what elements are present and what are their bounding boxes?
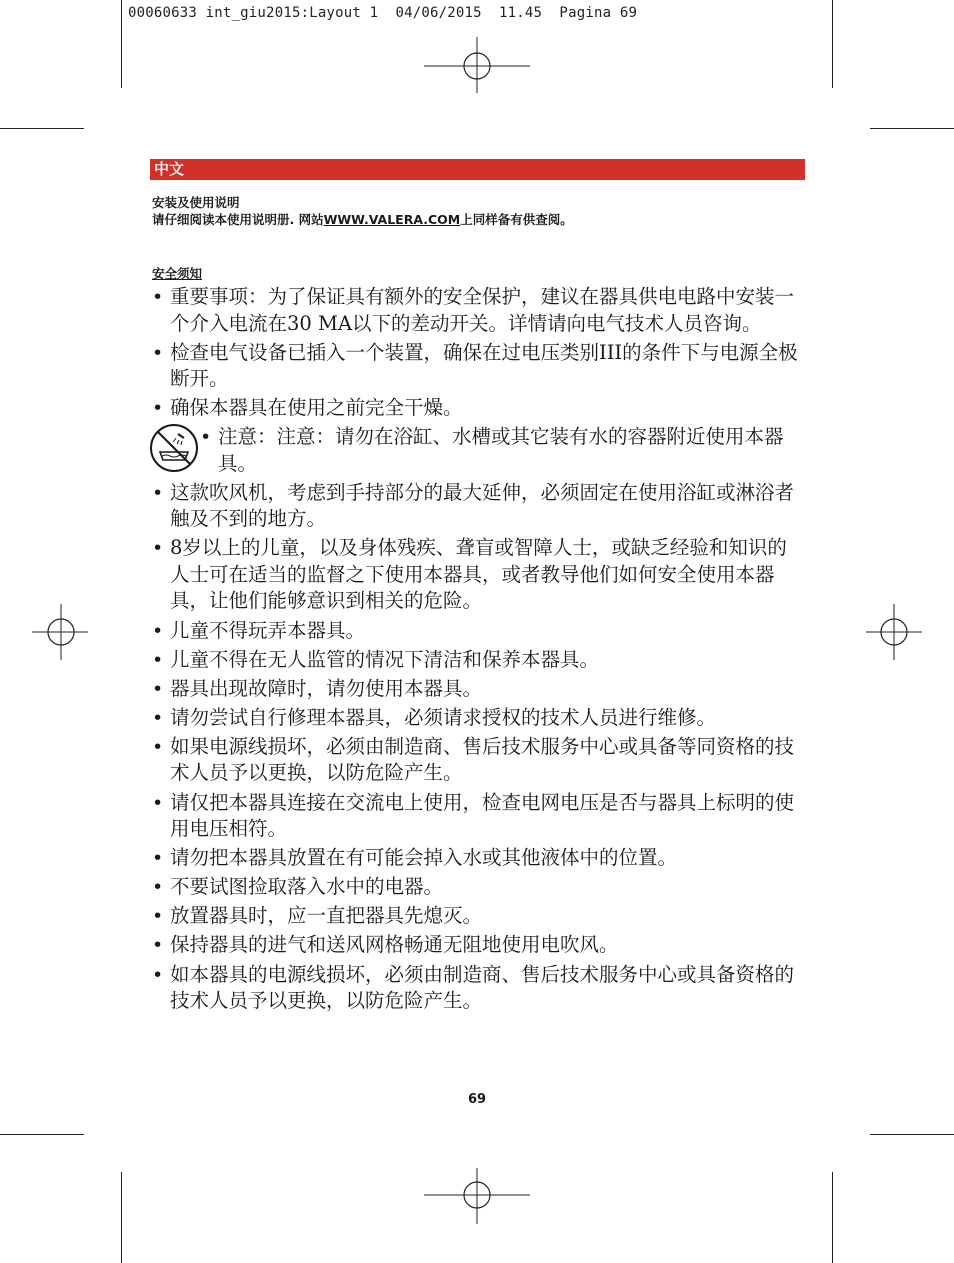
list-item — [152, 618, 802, 645]
bullet: • — [152, 735, 164, 758]
list-item-text: 注意：注意：请勿在浴缸、水槽或其它装有水的容器附近使用本器具。 — [218, 425, 784, 475]
list-item-text: 放置器具时，应一直把器具先熄灭。 — [170, 904, 483, 928]
list-item — [152, 535, 802, 615]
list-item — [152, 845, 802, 872]
bullet: • — [152, 905, 164, 928]
list-item-text: 如本器具的电源线损坏，必须由制造商、售后技术服务中心或具备资格的技术人员予以更换，以防危险产生。 — [170, 962, 795, 1012]
bullet: • — [152, 341, 164, 364]
list-item-text: 如果电源线损坏，必须由制造商、售后技术服务中心或具备等同资格的技术人员予以更换，以防危险产生。 — [170, 734, 795, 785]
registration-mark-icon — [424, 1168, 530, 1224]
bullet: • — [152, 963, 164, 986]
list-item-text: 不要试图捡取落入水中的电器。 — [170, 875, 444, 899]
list-item — [152, 874, 802, 901]
subtitle-text: 请仔细阅读本使用说明册. 网站 — [152, 212, 324, 227]
list-item — [152, 903, 802, 930]
bullet: • — [152, 286, 164, 308]
list-item-text: 请仅把本器具连接在交流电上使用，检查电网电压是否与器具上标明的使用电压相符。 — [170, 790, 795, 841]
bullet: • — [152, 481, 164, 504]
manual-subtitle — [152, 194, 573, 228]
bullet: • — [152, 876, 164, 899]
list-item — [152, 647, 802, 674]
list-item — [152, 395, 802, 422]
safety-list — [152, 284, 802, 1017]
list-item-text: 儿童不得玩弄本器具。 — [170, 618, 366, 642]
crop-mark-tl-h — [0, 128, 84, 129]
list-item-warning — [152, 424, 802, 477]
list-item — [152, 676, 802, 703]
no-bath-icon — [148, 422, 200, 474]
list-item — [152, 284, 802, 337]
bullet: • — [152, 934, 164, 957]
bullet: • — [152, 677, 164, 700]
registration-mark-icon — [424, 37, 530, 93]
crop-mark-tl-v — [121, 0, 122, 88]
print-slug: 00060633 int_giu2015:Layout 1 04/06/2015 11.45 Pagina 69 — [128, 5, 638, 21]
list-item-text: 8岁以上的儿童，以及身体残疾、聋盲或智障人士，或缺乏经验和知识的人士可在适当的监督之下使用本器具，或者教导他们如何安全使用本器具，让他们能够意识到相关的危险。 — [170, 536, 787, 613]
bullet: • — [152, 706, 164, 729]
section-heading: 安全须知 — [152, 266, 203, 281]
subtitle-text-end: 上同样备有供查阅。 — [460, 212, 573, 227]
list-item-text: 重要事项：为了保证具有额外的安全保护，建议在器具供电电路中安装一个介入电流在30 MA以下的差动开关。详情请向电气技术人员咨询。 — [170, 285, 795, 335]
list-item-text: 儿童不得在无人监管的情况下清洁和保养本器具。 — [170, 647, 600, 671]
bullet: • — [152, 648, 164, 671]
list-item-text: 这款吹风机，考虑到手持部分的最大延伸，必须固定在使用浴缸或淋浴者触及不到的地方。 — [170, 480, 795, 531]
list-item-text: 检查电气设备已插入一个装置，确保在过电压类别III的条件下与电源全极断开。 — [170, 340, 798, 391]
registration-mark-icon — [32, 604, 88, 660]
list-item — [152, 790, 802, 843]
list-item-text: 器具出现故障时，请勿使用本器具。 — [170, 676, 483, 700]
list-item-text: 请勿尝试自行修理本器具，必须请求授权的技术人员进行维修。 — [170, 705, 717, 729]
crop-mark-tr-h — [870, 128, 954, 129]
crop-mark-bl-v — [121, 1172, 122, 1263]
language-tab: 中文 — [150, 159, 805, 180]
list-item-text: 保持器具的进气和送风网格畅通无阻地使用电吹风。 — [170, 933, 619, 957]
crop-mark-br-v — [832, 1172, 833, 1263]
bullet: • — [152, 791, 164, 814]
registration-mark-icon — [866, 604, 922, 660]
subtitle-line-1: 安装及使用说明 — [152, 195, 240, 210]
bullet: • — [200, 426, 212, 449]
crop-mark-tr-v — [832, 0, 833, 88]
bullet: • — [152, 537, 164, 560]
list-item — [152, 705, 802, 732]
website-link[interactable]: WWW.VALERA.COM — [323, 212, 461, 227]
list-item — [152, 480, 802, 533]
crop-mark-bl-h — [0, 1134, 84, 1135]
subtitle-line-2 — [152, 211, 573, 228]
list-item-text: 请勿把本器具放置在有可能会掉入水或其他液体中的位置。 — [170, 846, 678, 870]
bullet: • — [152, 619, 164, 642]
list-item-text: 确保本器具在使用之前完全干燥。 — [170, 396, 463, 420]
bullet: • — [152, 397, 164, 420]
crop-mark-br-h — [870, 1134, 954, 1135]
page-number: 69 — [467, 1092, 487, 1107]
list-item — [152, 962, 802, 1015]
list-item — [152, 734, 802, 787]
list-item — [152, 340, 802, 393]
list-item — [152, 932, 802, 959]
bullet: • — [152, 847, 164, 870]
